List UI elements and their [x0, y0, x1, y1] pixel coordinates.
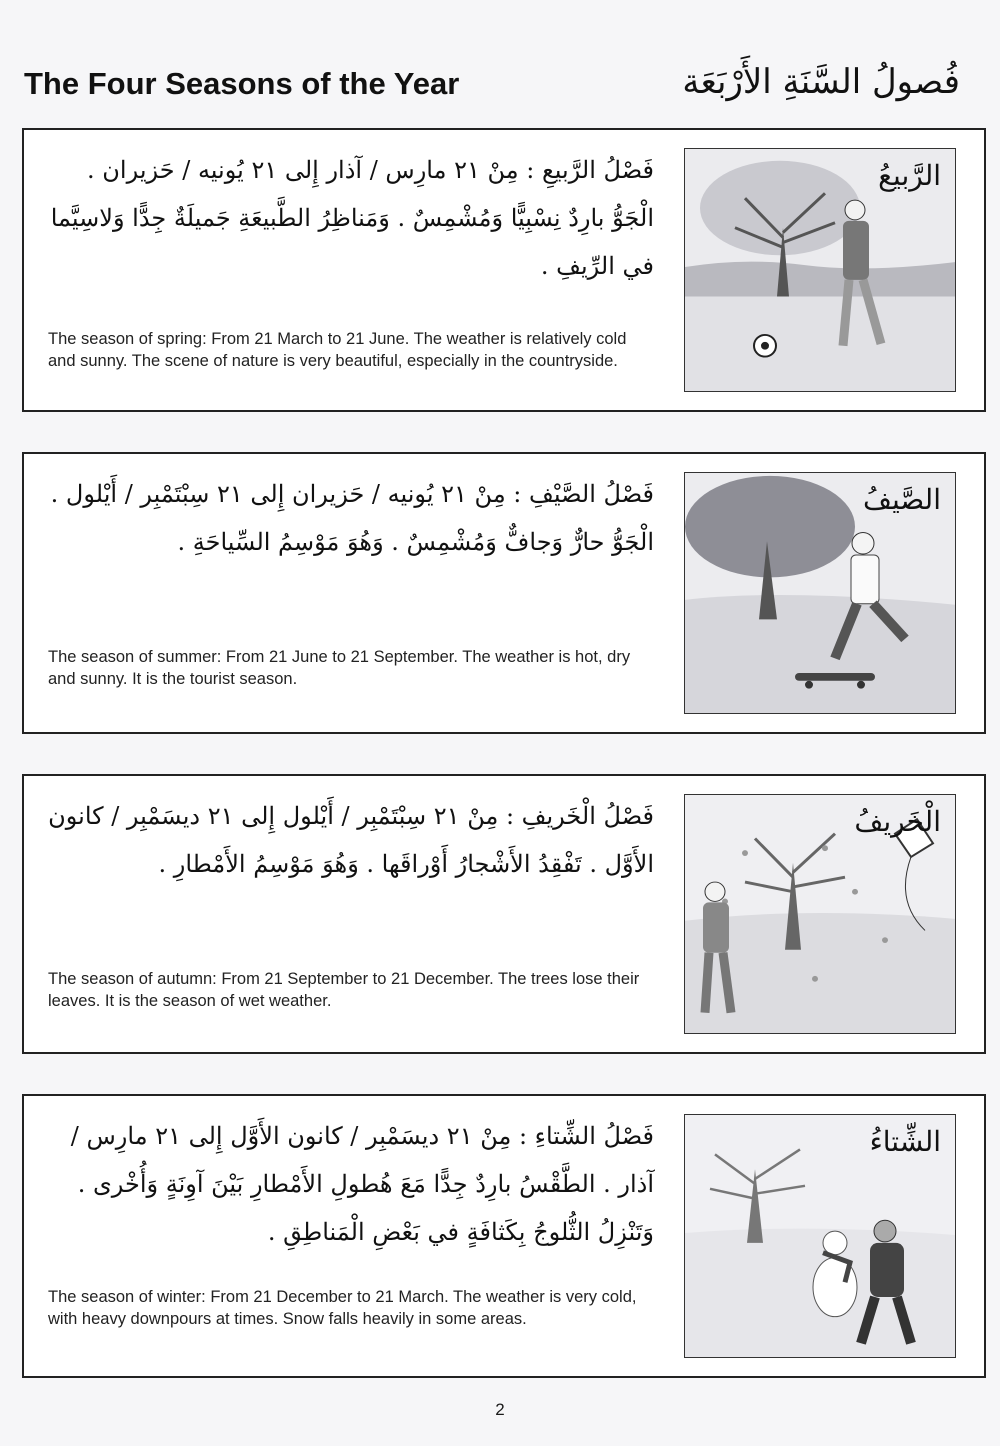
autumn-illustration: [684, 794, 956, 1034]
season-text-arabic: فَصْلُ الرَّبيعِ : مِنْ ٢١ مارِس / آذار إِلى ٢١ يُونيه / حَزيران . الْجَوُّ بارِدٌ نِسْبِيًّا وَمُشْمِسٌ . وَمَناظِرُ الطَّبيعَةِ جَميلَةٌ جِدًّا وَلاسِيَّما في الرِّيفِ .: [50, 156, 654, 280]
season-text-arabic: فَصْلُ الصَّيْفِ : مِنْ ٢١ يُونيه / حَزيران إِلى ٢١ سِبْتَمْبِر / أَيْلول . الْجَوُّ حارٌّ وَجافٌّ وَمُشْمِسٌ . وَهُوَ مَوْسِمُ السِّياحَةِ .: [50, 480, 654, 556]
season-label-arabic: الْخَريفُ: [854, 805, 941, 838]
page-title-arabic: فُصولُ السَّنَةِ الأَرْبَعَة: [682, 62, 960, 102]
season-label-arabic: الشِّتاءُ: [869, 1125, 941, 1158]
summer-illustration: [684, 472, 956, 714]
season-text-english: The season of summer: From 21 June to 21 September. The weather is hot, dry and sunny. It is the tourist season.: [48, 648, 631, 688]
season-text-english: The season of autumn: From 21 September to 21 December. The trees lose their leaves. It is the season of wet weather.: [48, 970, 640, 1010]
winter-illustration: [684, 1114, 956, 1358]
season-label-arabic: الرَّبيعُ: [878, 159, 941, 192]
page-title-english: The Four Seasons of the Year: [24, 66, 460, 101]
season-card-spring: [22, 128, 986, 412]
season-card-autumn: [22, 774, 986, 1054]
season-text-english: The season of winter: From 21 December to 21 March. The weather is very cold, with heavy downpours at times. Snow falls heavily in some areas.: [48, 1288, 637, 1328]
page-number: 2: [495, 1400, 505, 1419]
spring-illustration: [684, 148, 956, 392]
season-card-winter: [22, 1094, 986, 1378]
season-text-arabic: فَصْلُ الشِّتاءِ : مِنْ ٢١ ديسَمْبِر / كانون الأَوَّل إِلى ٢١ مارِس / آذار . الطَّقْسُ بارِدٌ جِدًّا مَعَ هُطولِ الأَمْطارِ بَيْنَ آوِنَةٍ وَأُخْرى . وَتَنْزِلُ الثُّلوجُ بِكَثافَةٍ في بَعْضِ الْمَناطِقِ .: [70, 1122, 654, 1246]
season-text-arabic: فَصْلُ الْخَريفِ : مِنْ ٢١ سِبْتَمْبِر / أَيْلول إِلى ٢١ ديسَمْبِر / كانون الأَوَّل . تَفْقِدُ الأَشْجارُ أَوْراقَها . وَهُوَ مَوْسِمُ الأَمْطارِ .: [48, 802, 654, 878]
season-card-summer: [22, 452, 986, 734]
season-label-arabic: الصَّيفُ: [862, 483, 941, 516]
season-text-english: The season of spring: From 21 March to 21 June. The weather is relatively cold and sunny. The scene of nature is very beautiful, especially in the countryside.: [48, 330, 627, 370]
